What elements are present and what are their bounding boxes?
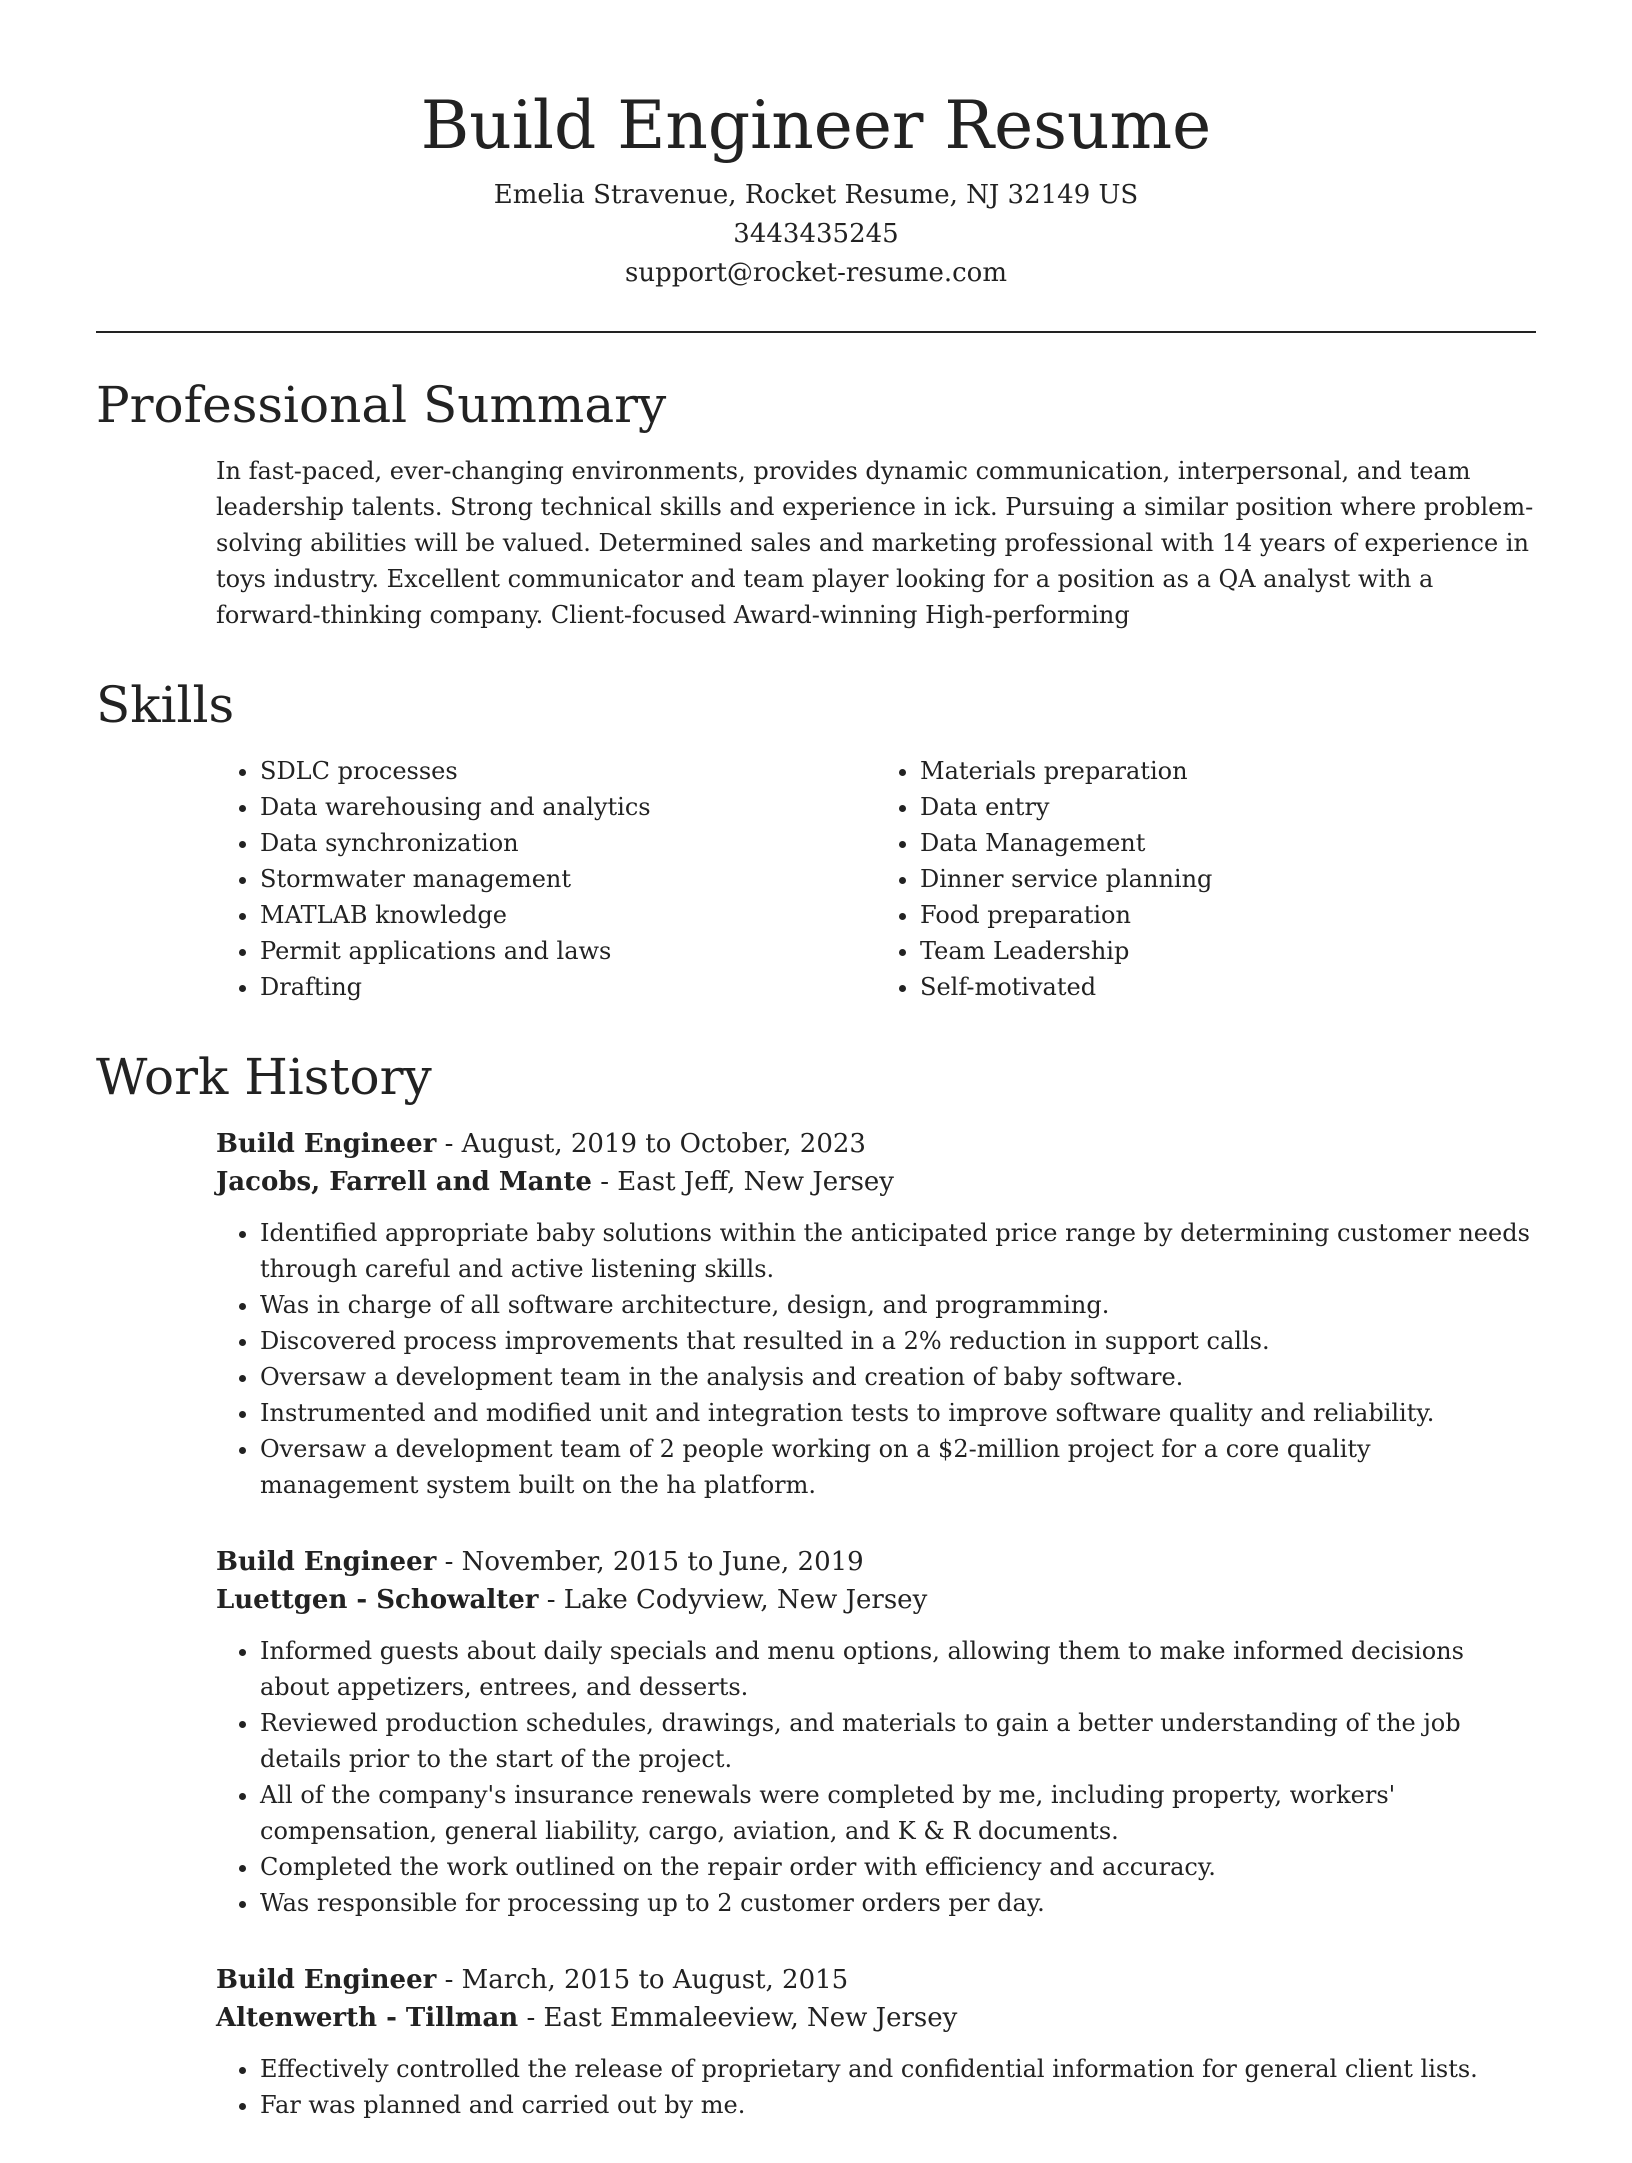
job-dates: - August, 2019 to October, 2023	[436, 1129, 866, 1159]
job-location: - East Emmaleeview, New Jersey	[518, 2003, 958, 2033]
skill-item: • SDLC processes	[260, 753, 876, 789]
resume-title: Build Engineer Resume	[420, 87, 1212, 164]
job-bullet: • Completed the work outlined on the repair order with efficiency and accuracy.	[260, 1849, 1536, 1885]
job-company-line	[216, 1581, 1536, 1619]
job-location: - Lake Codyview, New Jersey	[538, 1585, 928, 1615]
job-bullet: • Far was planned and carried out by me.	[260, 2087, 1536, 2123]
skills-heading: Skills	[96, 676, 235, 734]
job-company-line	[216, 1999, 1536, 2037]
job-title-line	[216, 1125, 1536, 1163]
skills-columns	[216, 753, 1536, 1005]
job-bullet: • All of the company's insurance renewals were completed by me, including property, workers' compensation, general liability, cargo, aviation, and K & R documents.	[260, 1777, 1536, 1849]
summary-heading: Professional Summary	[96, 376, 667, 434]
address-line: Emelia Stravenue, Rocket Resume, NJ 32149 US	[493, 180, 1139, 210]
skill-item: • MATLAB knowledge	[260, 897, 876, 933]
job-company: Altenwerth - Tillman	[216, 2003, 519, 2033]
phone-line: 3443435245	[733, 219, 899, 249]
job-dates: - November, 2015 to June, 2019	[436, 1547, 864, 1577]
skill-item: • Dinner service planning	[920, 861, 1536, 897]
resume-page	[96, 0, 1536, 2163]
job-company-line	[216, 1163, 1536, 1201]
skill-item: • Data Management	[920, 825, 1536, 861]
work-history-heading: Work History	[96, 1048, 432, 1106]
job-bullet: • Was in charge of all software architecture, design, and programming.	[260, 1287, 1536, 1323]
skills-list-right	[876, 753, 1536, 1005]
skill-item: • Data synchronization	[260, 825, 876, 861]
skill-item: • Drafting	[260, 969, 876, 1005]
skill-item: • Self-motivated	[920, 969, 1536, 1005]
skill-item: • Food preparation	[920, 897, 1536, 933]
job-role: Build Engineer	[216, 1129, 437, 1159]
resume-header	[96, 0, 1536, 293]
job-title-line	[216, 1961, 1536, 1999]
job-bullet: • Oversaw a development team in the analysis and creation of baby software.	[260, 1359, 1536, 1395]
job-bullet: • Effectively controlled the release of proprietary and confidential information for general client lists.	[260, 2051, 1536, 2087]
job-bullet: • Discovered process improvements that resulted in a 2% reduction in support calls.	[260, 1323, 1536, 1359]
job-bullet: • Reviewed production schedules, drawings, and materials to gain a better understanding of the job details prior to the start of the project.	[260, 1705, 1536, 1777]
skill-item: • Permit applications and laws	[260, 933, 876, 969]
job-entry	[216, 1125, 1536, 1503]
job-bullets	[216, 1633, 1536, 1921]
email-line: support@rocket-resume.com	[624, 258, 1007, 288]
job-bullets	[216, 2051, 1536, 2123]
job-dates: - March, 2015 to August, 2015	[436, 1965, 849, 1995]
skill-item: • Data warehousing and analytics	[260, 789, 876, 825]
job-location: - East Jeff, New Jersey	[591, 1167, 894, 1197]
job-company: Luettgen - Schowalter	[216, 1585, 539, 1615]
header-divider	[96, 331, 1536, 333]
job-bullets	[216, 1215, 1536, 1503]
job-entry	[216, 1961, 1536, 2123]
job-title-line	[216, 1543, 1536, 1581]
job-role: Build Engineer	[216, 1965, 437, 1995]
job-entry	[216, 1543, 1536, 1921]
job-bullet: • Identified appropriate baby solutions within the anticipated price range by determining customer needs through careful and active listening skills.	[260, 1215, 1536, 1287]
job-bullet: • Instrumented and modified unit and integration tests to improve software quality and reliability.	[260, 1395, 1536, 1431]
skill-item: • Data entry	[920, 789, 1536, 825]
job-bullet: • Oversaw a development team of 2 people working on a $2-million project for a core quality management system built on the ha platform.	[260, 1431, 1536, 1503]
job-role: Build Engineer	[216, 1547, 437, 1577]
skill-item: • Team Leadership	[920, 933, 1536, 969]
skills-list-left	[216, 753, 876, 1005]
summary-text: In fast-paced, ever-changing environments, provides dynamic communication, interpersonal, and team leadership talents. Strong technical skills and experience in ick. Pursuing a similar position where problem-solving abilities will be valued. Determined sales and marketing professional with 14 years of experience in toys industry. Excellent communicator and team player looking for a position as a QA analyst with a forward-thinking company. Client-focused Award-winning High-performing	[216, 457, 1534, 629]
skill-item: • Stormwater management	[260, 861, 876, 897]
job-bullet: • Was responsible for processing up to 2 customer orders per day.	[260, 1885, 1536, 1921]
skill-item: • Materials preparation	[920, 753, 1536, 789]
job-company: Jacobs, Farrell and Mante	[216, 1167, 592, 1197]
job-bullet: • Informed guests about daily specials and menu options, allowing them to make informed decisions about appetizers, entrees, and desserts.	[260, 1633, 1536, 1705]
